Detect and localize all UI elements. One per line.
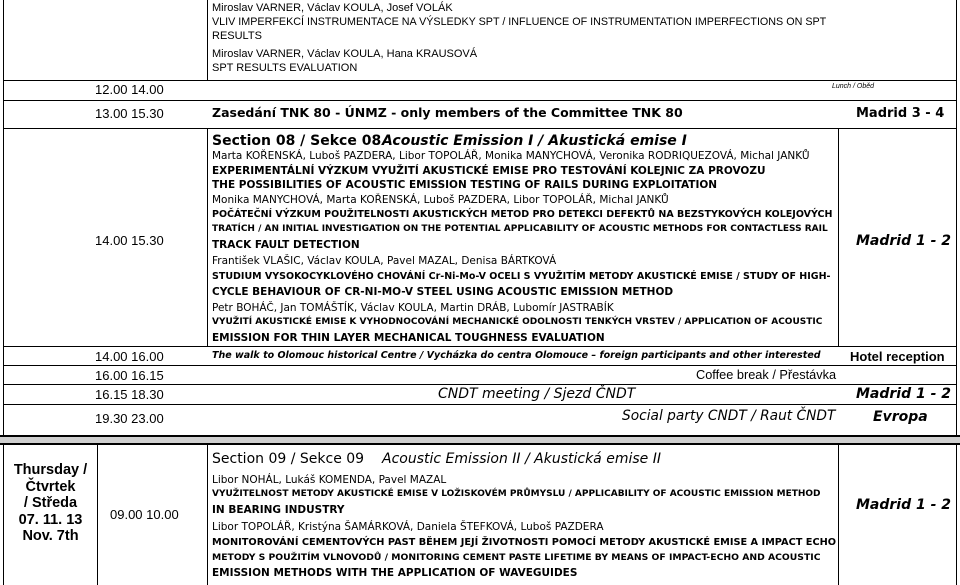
cndt-time: 16.15 18.30 <box>95 387 164 402</box>
row-divider <box>3 128 956 129</box>
paper-title: VYUŽITÍ AKUSTICKÉ EMISE K VYHODNOCOVÁNÍ MECHANICKÉ ODOLNOSTI TENKÝCH VRSTEV / APPLICATION OF ACOUSTIC <box>212 317 823 327</box>
column-divider <box>207 0 208 80</box>
authors-line: Monika MANYCHOVÁ, Marta KOŘENSKÁ, Luboš PAZDERA, Libor TOPOLÁŘ, Michal JANKŮ <box>212 194 669 206</box>
row-divider <box>3 100 956 101</box>
walk-label: The walk to Olomouc historical Centre / Vycházka do centra Olomouce – foreign participants and other interested <box>212 350 821 361</box>
column-divider <box>97 445 98 585</box>
table-right-border-2 <box>956 445 957 585</box>
row-divider <box>3 365 956 366</box>
cndt-label: CNDT meeting / Sjezd ČNDT <box>438 386 636 402</box>
column-divider <box>838 128 839 346</box>
coffee-time: 16.00 16.15 <box>95 368 164 383</box>
section09-heading: Section 09 / Sekce 09 <box>212 451 365 467</box>
day-name-cz: Čtvrtek <box>25 478 76 495</box>
day-name-alt: / Středa <box>23 495 78 511</box>
paper-title: VYUŽITELNOST METODY AKUSTICKÉ EMISE V LOŽISKOVÉM PRŮMYSLU / APPLICABILITY OF ACOUSTIC EMISSION METHOD <box>212 489 821 499</box>
column-divider <box>207 445 208 585</box>
column-divider <box>838 445 839 585</box>
paper-title: TRACK FAULT DETECTION <box>212 239 360 251</box>
paper-title: MONITOROVÁNÍ CEMENTOVÝCH PAST BĚHEM JEJÍ ŽIVOTNOSTI POMOCÍ METODY AKUSTICKÉ EMISE A IMPACT ECHO <box>212 537 837 548</box>
social-room: Evropa <box>873 409 928 425</box>
paper-title: POČÁTEČNÍ VÝZKUM POUŽITELNOSTI AKUSTICKÝCH METOD PRO DETEKCI DEFEKTŮ NA BEZSTYKOVÝCH KOLEJOVÝCH <box>212 209 833 220</box>
day-separator <box>0 435 960 445</box>
social-label: Social party CNDT / Raut ČNDT <box>622 408 836 424</box>
authors-line: Miroslav VARNER, Václav KOULA, Hana KRAUSOVÁ <box>212 48 478 60</box>
authors-line: Miroslav VARNER, Václav KOULA, Josef VOLÁK <box>212 2 453 14</box>
paper-title: EMISSION FOR THIN LAYER MECHANICAL TOUGHNESS EVALUATION <box>212 332 605 344</box>
section08-room: Madrid 1 - 2 <box>856 233 952 249</box>
tnk-label: Zasedání TNK 80 - ÚNMZ - only members of the Committee TNK 80 <box>212 105 683 120</box>
paper-title: STUDIUM VYSOKOCYKLOVÉHO CHOVÁNÍ Cr-Ni-Mo-V OCELI S VYUŽITÍM METODY AKUSTICKÉ EMISE / STUDY OF HIGH- <box>212 271 831 282</box>
paper-title: RESULTS <box>212 30 262 42</box>
section09-room: Madrid 1 - 2 <box>856 497 952 513</box>
paper-title: METODY S POUŽITÍM VLNOVODŮ / MONITORING CEMENT PASTE LIFETIME BY MEANS OF IMPACT-ECHO AND ACOUSTIC <box>212 552 821 563</box>
paper-title: EXPERIMENTÁLNÍ VÝZKUM VYUŽITÍ AKUSTICKÉ EMISE PRO TESTOVÁNÍ KOLEJNIC ZA PROVOZU <box>212 165 766 177</box>
cndt-room: Madrid 1 - 2 <box>856 386 952 402</box>
section08-topic: Acoustic Emission I / Akustická emise I <box>382 133 687 149</box>
row-divider <box>3 384 956 385</box>
day-label <box>4 462 97 545</box>
table-right-border <box>956 0 957 435</box>
section08-time: 14.00 15.30 <box>95 233 164 248</box>
tnk-room: Madrid 3 - 4 <box>856 106 945 121</box>
row-divider <box>3 80 956 81</box>
section09-topic: Acoustic Emission II / Akustická emise II <box>382 451 661 467</box>
column-divider <box>207 128 208 346</box>
lunch-time: 12.00 14.00 <box>95 82 164 97</box>
day-date: 07. 11. 13 <box>18 511 83 528</box>
authors-line: Libor TOPOLÁŘ, Kristýna ŠAMÁRKOVÁ, Daniela ŠTEFKOVÁ, Luboš PAZDERA <box>212 521 604 533</box>
authors-line: František VLAŠIC, Václav KOULA, Pavel MAZAL, Denisa BÁRTKOVÁ <box>212 255 557 267</box>
row-divider <box>3 346 956 347</box>
social-time: 19.30 23.00 <box>95 411 164 426</box>
row-divider <box>3 404 956 405</box>
day-date-en: Nov. 7th <box>22 528 79 544</box>
paper-title: THE POSSIBILITIES OF ACOUSTIC EMISSION TESTING OF RAILS DURING EXPLOITATION <box>212 179 718 191</box>
table-left-border <box>3 0 4 435</box>
walk-time: 14.00 16.00 <box>95 349 164 364</box>
coffee-label: Coffee break / Přestávka <box>696 367 837 382</box>
authors-line: Petr BOHÁČ, Jan TOMÁŠTÍK, Václav KOULA, Martin DRÁB, Lubomír JASTRABÍK <box>212 302 614 314</box>
walk-room: Hotel reception <box>850 349 945 364</box>
paper-title: EMISSION METHODS WITH THE APPLICATION OF WAVEGUIDES <box>212 567 578 579</box>
paper-title: TRATÍCH / AN INITIAL INVESTIGATION ON THE POTENTIAL APPLICABILITY OF ACOUSTIC METHODS FOR CONTACTLESS RAIL <box>212 224 828 234</box>
day-name-en: Thursday / <box>13 462 88 478</box>
tnk-time: 13.00 15.30 <box>95 106 164 121</box>
paper-title: IN BEARING INDUSTRY <box>212 504 345 516</box>
section09-time: 09.00 10.00 <box>110 507 179 522</box>
section08-heading: Section 08 / Sekce 08 <box>212 133 382 149</box>
lunch-label: Lunch / Oběd <box>832 83 875 90</box>
paper-title: CYCLE BEHAVIOUR OF CR-NI-MO-V STEEL USING ACOUSTIC EMISSION METHOD <box>212 286 674 298</box>
paper-title: VLIV IMPERFEKCÍ INSTRUMENTACE NA VÝSLEDKY SPT / INFLUENCE OF INSTRUMENTATION IMPERFECTIONS ON SPT <box>212 16 827 28</box>
paper-title: SPT RESULTS EVALUATION <box>212 62 358 74</box>
authors-line: Libor NOHÁL, Lukáš KOMENDA, Pavel MAZAL <box>212 474 447 486</box>
authors-line: Marta KOŘENSKÁ, Luboš PAZDERA, Libor TOPOLÁŘ, Monika MANYCHOVÁ, Veronika RODRIQUEZOVÁ, Michal JANKŮ <box>212 150 810 162</box>
